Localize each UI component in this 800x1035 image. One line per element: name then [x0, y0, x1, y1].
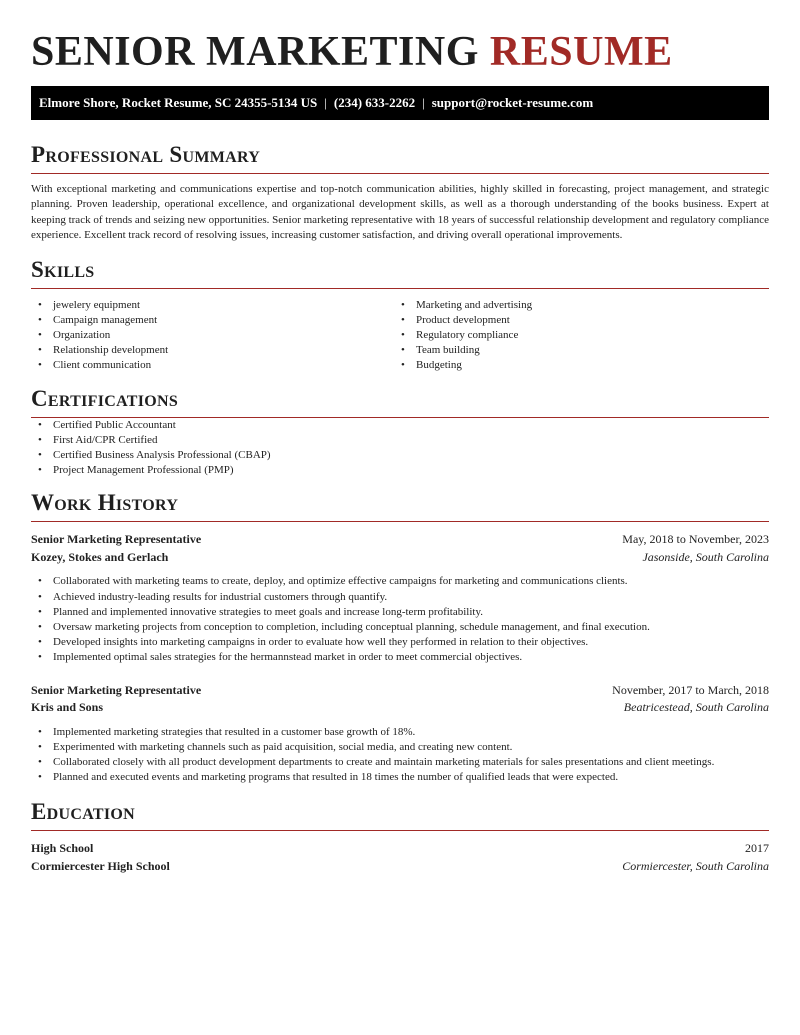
contact-phone: (234) 633-2262	[333, 95, 416, 110]
duty-text: Collaborated closely with all product development departments to create and maintain marketing materials for sales presentations and client meetings.	[53, 756, 715, 769]
job-duties-list	[31, 725, 769, 786]
skill-text: Product development	[416, 313, 510, 326]
job-entry	[31, 531, 769, 665]
education-degree: High School	[31, 841, 94, 856]
skills-heading: Skills	[31, 257, 769, 289]
summary-section	[31, 142, 769, 244]
duty-text: Implemented optimal sales strategies for the hermannstead market in order to meet commercial objectives.	[53, 651, 523, 664]
skill-text: Budgeting	[416, 359, 462, 372]
contact-separator: |	[324, 95, 327, 110]
skill-text: jewelery equipment	[53, 298, 141, 311]
job-company-row	[31, 549, 769, 567]
skills-section	[31, 257, 769, 374]
work-history-section	[31, 490, 769, 785]
bullet-icon: •	[401, 329, 405, 342]
list-item	[394, 358, 757, 373]
bullet-icon: •	[38, 771, 42, 784]
list-item	[31, 725, 769, 740]
list-item	[31, 605, 769, 620]
job-title-row	[31, 682, 769, 700]
list-item	[31, 463, 769, 478]
list-item	[31, 650, 769, 665]
job-company-row	[31, 699, 769, 717]
skill-text: Relationship development	[53, 344, 169, 357]
bullet-icon: •	[401, 298, 405, 311]
list-item	[31, 298, 394, 313]
skill-text: Client communication	[53, 359, 152, 372]
duty-text: Oversaw marketing projects from conception to completion, including conceptual planning, schedule management, and final execution.	[53, 621, 650, 634]
bullet-icon: •	[401, 313, 405, 326]
skill-text: Marketing and advertising	[416, 298, 533, 311]
bullet-icon: •	[38, 636, 42, 649]
education-school: Cormiercester High School	[31, 858, 170, 873]
list-item	[31, 418, 769, 433]
job-dates: November, 2017 to March, 2018	[612, 682, 769, 697]
education-entry	[31, 840, 769, 875]
list-item	[31, 620, 769, 635]
bullet-icon: •	[38, 740, 42, 753]
contact-separator: |	[422, 95, 425, 110]
bullet-icon: •	[38, 359, 42, 372]
job-dates: May, 2018 to November, 2023	[622, 532, 769, 547]
job-company: Kozey, Stokes and Gerlach	[31, 549, 169, 564]
job-title: Senior Marketing Representative	[31, 532, 202, 547]
bullet-icon: •	[38, 329, 42, 342]
list-item	[31, 740, 769, 755]
skills-left-list	[31, 298, 394, 374]
skills-right-column	[394, 298, 757, 374]
bullet-icon: •	[38, 725, 42, 738]
skill-text: Regulatory compliance	[416, 329, 519, 342]
certifications-list	[31, 418, 769, 479]
duty-text: Planned and executed events and marketing programs that resulted in 18 times the number of qualified leads that were expected.	[53, 771, 619, 784]
list-item	[31, 313, 394, 328]
skill-text: Campaign management	[53, 313, 158, 326]
title-main: SENIOR MARKETING	[31, 29, 479, 75]
work-history-heading: Work History	[31, 490, 769, 522]
job-location: Beatricestead, South Carolina	[623, 700, 769, 715]
list-item	[31, 343, 394, 358]
certifications-section	[31, 386, 769, 479]
bullet-icon: •	[38, 418, 42, 431]
education-heading: Education	[31, 799, 769, 831]
contact-email: support@rocket-resume.com	[431, 95, 594, 110]
list-item	[394, 343, 757, 358]
bullet-icon: •	[38, 590, 42, 603]
education-section	[31, 799, 769, 875]
certification-text: First Aid/CPR Certified	[53, 433, 158, 446]
list-item	[31, 328, 394, 343]
certification-text: Project Management Professional (PMP)	[53, 464, 234, 477]
list-item	[31, 770, 769, 785]
resume-title	[31, 0, 769, 86]
list-item	[394, 298, 757, 313]
skills-columns	[31, 298, 769, 374]
duty-text: Collaborated with marketing teams to create, deploy, and optimize effective campaigns for marketing and communications clients.	[53, 575, 628, 588]
list-item	[31, 448, 769, 463]
certification-text: Certified Business Analysis Professional (CBAP)	[53, 449, 271, 462]
bullet-icon: •	[401, 359, 405, 372]
list-item	[394, 328, 757, 343]
resume-page	[31, 0, 769, 875]
job-entry	[31, 682, 769, 786]
job-duties-list	[31, 574, 769, 665]
list-item	[31, 358, 394, 373]
bullet-icon: •	[38, 313, 42, 326]
job-title-row	[31, 531, 769, 549]
bullet-icon: •	[38, 298, 42, 311]
bullet-icon: •	[38, 756, 42, 769]
title-accent: RESUME	[489, 29, 673, 75]
bullet-icon: •	[38, 621, 42, 634]
contact-address: Elmore Shore, Rocket Resume, SC 24355-5134 US	[39, 95, 318, 110]
education-school-row	[31, 858, 769, 876]
education-degree-row	[31, 840, 769, 858]
list-item	[394, 313, 757, 328]
list-item	[31, 433, 769, 448]
skill-text: Organization	[53, 329, 111, 342]
list-item	[31, 635, 769, 650]
summary-text: With exceptional marketing and communications expertise and top-notch communication abilities, highly skilled in forecasting, project management, and strategic planning. Proven leadership, operational excellence, and organizational development skills, as well as a thorough understanding of the books business. Expert at keeping track of trends and seizing new opportunities. Senior marketing representative with 18 years of successful relationship development and regulatory compliance experience. Excellent track record of resolving issues, increasing customer satisfaction, and driving overall operational improvements.	[31, 183, 769, 242]
skill-text: Team building	[416, 344, 480, 357]
education-location: Cormiercester, South Carolina	[622, 858, 769, 873]
certification-text: Certified Public Accountant	[53, 418, 176, 431]
skills-left-column	[31, 298, 394, 374]
certifications-heading: Certifications	[31, 386, 769, 418]
skills-right-list	[394, 298, 757, 374]
list-item	[31, 590, 769, 605]
contact-bar	[31, 86, 769, 120]
duty-text: Planned and implemented innovative strategies to meet goals and increase long-term profitability.	[53, 605, 483, 618]
education-year: 2017	[745, 841, 769, 856]
summary-heading: Professional Summary	[31, 142, 769, 174]
job-company: Kris and Sons	[31, 700, 104, 715]
job-title: Senior Marketing Representative	[31, 682, 202, 697]
bullet-icon: •	[401, 344, 405, 357]
bullet-icon: •	[38, 433, 42, 446]
job-location: Jasonside, South Carolina	[642, 549, 769, 564]
list-item	[31, 574, 769, 589]
bullet-icon: •	[38, 575, 42, 588]
bullet-icon: •	[38, 464, 42, 477]
list-item	[31, 755, 769, 770]
duty-text: Implemented marketing strategies that resulted in a customer base growth of 18%.	[53, 725, 416, 738]
duty-text: Achieved industry-leading results for industrial customers through quantify.	[53, 590, 388, 603]
bullet-icon: •	[38, 344, 42, 357]
bullet-icon: •	[38, 449, 42, 462]
bullet-icon: •	[38, 651, 42, 664]
duty-text: Experimented with marketing channels such as paid acquisition, social media, and creating new content.	[53, 740, 513, 753]
bullet-icon: •	[38, 605, 42, 618]
duty-text: Developed insights into marketing campaigns in order to evaluate how well they performed in relation to their objectives.	[53, 636, 589, 649]
